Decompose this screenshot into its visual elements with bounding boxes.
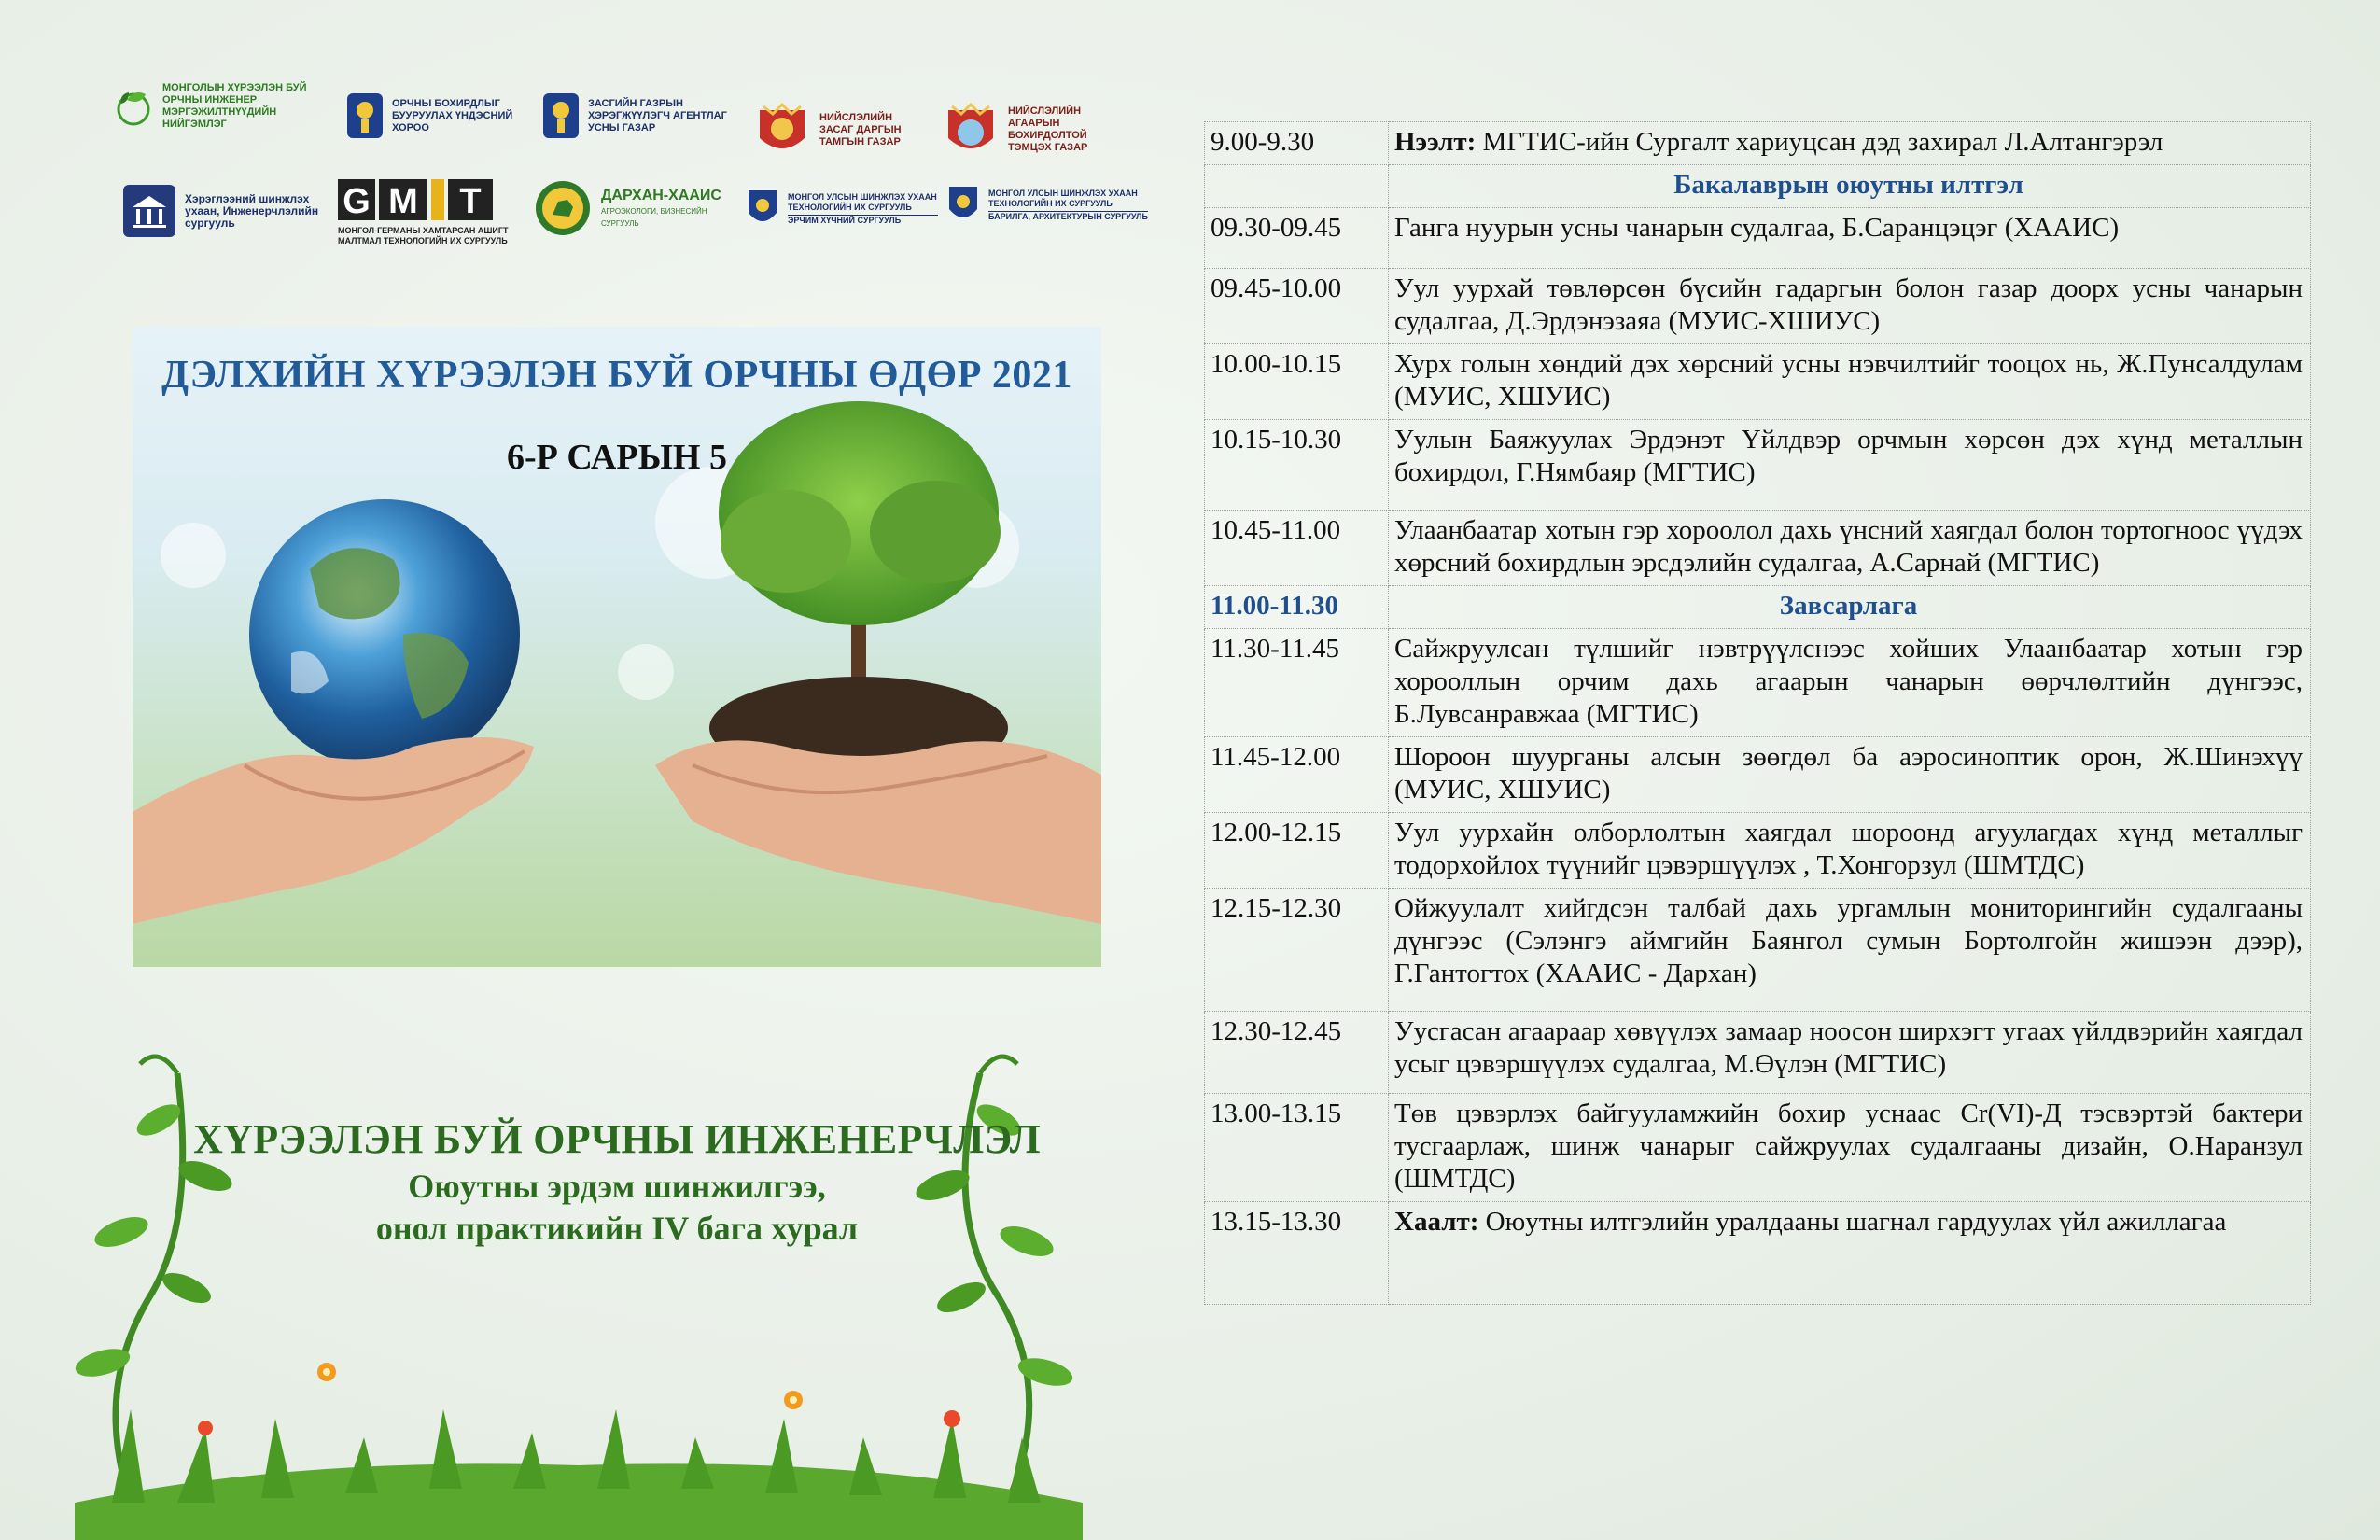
logo-gmit xyxy=(338,175,515,246)
logo-text: ЗАСГИЙН ГАЗРЫН ХЭРЭГЖҮҮЛЭГЧ АГЕНТЛАГ УСНЫ ГАЗАР xyxy=(588,97,727,133)
logo-text: МОНГОЛ-ГЕРМАНЫ ХАМТАРСАН АШИГТ МАЛТМАЛ ТЕХНОЛОГИЙН ИХ СУРГУУЛЬ xyxy=(338,226,509,245)
soyombo-emblem-icon xyxy=(347,93,383,138)
earth-day-poster xyxy=(133,327,1101,967)
description-cell: Уулын Баяжуулах Эрдэнэт Үйлдвэр орчмын хөрсөн дэх хүнд металлын бохирдол, Г.Нямбаяр (МГТИС) xyxy=(1389,420,2311,511)
schedule-row xyxy=(1205,344,2311,420)
logo-subtext: АГРОЭКОЛОГИ, БИЗНЕСИЙН СУРГУУЛЬ xyxy=(601,207,707,228)
logo-text: МОНГОЛ УЛСЫН ШИНЖЛЭХ УХААН ТЕХНОЛОГИЙН ИХ СУРГУУЛЬ xyxy=(988,189,1138,208)
shield-icon xyxy=(947,185,979,226)
logo-text: Хэрэглээний шинжлэх ухаан, Инженерчлэлийн сургууль xyxy=(185,191,319,230)
logo-engineers-association xyxy=(114,82,338,131)
description-cell: Уусгасан агаараар хөвүүлэх замаар ноосон ширхэгт угаах үйлдвэрийн хаягдал усыг цэвэршүүлэх судалгаа, М.Өүлэн (МГТИС) xyxy=(1389,1012,2311,1094)
description-cell: Улаанбаатар хотын гэр хороолол дахь үнсний хаягдал болон тортогноос үүдэх хөрсний бохирдлын эрсдэлийн судалгаа, А.Сарнай (МГТИС) xyxy=(1389,511,2311,586)
schedule-row xyxy=(1205,420,2311,511)
poster-date: 6-Р САРЫН 5 xyxy=(507,438,727,477)
description-cell: Уул уурхай төвлөрсөн бүсийн гадаргын болон газар доорх усны чанарын судалгаа, Д.Эрдэнэзаяа (МУИС-ХШИУС) xyxy=(1389,269,2311,344)
time-cell: 10.45-11.00 xyxy=(1205,511,1389,586)
time-cell: 12.15-12.30 xyxy=(1205,889,1389,1012)
section-title: Завсарлага xyxy=(1389,586,2311,629)
logo-text: НИЙСЛЭЛИЙН ЗАСАГ ДАРГЫН ТАМГЫН ГАЗАР xyxy=(819,111,902,147)
logo-text: ОРЧНЫ БОХИРДЛЫГ БУУРУУЛАХ ҮНДЭСНИЙ ХОРОО xyxy=(392,97,513,133)
logo-must-power xyxy=(747,189,938,230)
time-cell xyxy=(1205,165,1389,208)
logo-numy-school xyxy=(123,185,343,237)
description-cell: Төв цэвэрлэх байгууламжийн бохир уснаас Cr(VI)-Д тэсвэртэй бактери тусгаарлаж, шинж чанарыг сайжруулах судалгааны дизайн, О.Наранзул (ШМТДС) xyxy=(1389,1094,2311,1202)
time-cell: 13.00-13.15 xyxy=(1205,1094,1389,1202)
section-header-row xyxy=(1205,586,2311,629)
opening-text: МГТИС-ийн Сургалт хариуцсан дэд захирал Л.Алтангэрэл xyxy=(1476,127,2163,157)
opening-label: Нээлт: xyxy=(1394,127,1477,157)
city-emblem-icon xyxy=(754,101,810,159)
logo-environment-council xyxy=(347,93,534,138)
schedule-row xyxy=(1205,208,2311,269)
time-cell: 12.00-12.15 xyxy=(1205,813,1389,889)
svg-text:T: T xyxy=(459,182,482,221)
description-cell: Ойжуулалт хийгдсэн талбай дахь ургамлын мониторингийн судалгааны дүнгээс (Сэлэнгэ аймгийн Баянгол сумын Бортолгойн жишээн дээр), Г.Гантогтох (ХААИС - Дархан) xyxy=(1389,889,2311,1012)
time-cell: 10.00-10.15 xyxy=(1205,344,1389,420)
description-cell: Уул уурхайн олборлолтын хаягдал шороонд агуулагдах хүнд металлыг тодорхойлох түүнийг цэвэршүүлэх , Т.Хонгорзул (ШМТДС) xyxy=(1389,813,2311,889)
conference-subtitle: Оюутны эрдэм шинжилгээ, xyxy=(408,1168,826,1205)
logo-text: НИЙСЛЭЛИЙН АГААРЫН БОХИРДОЛТОЙ ТЭМЦЭХ ГАЗАР xyxy=(1008,105,1088,153)
conference-subtitle-2: онол практикийн IV бага хурал xyxy=(375,1210,859,1247)
schedule-row xyxy=(1205,737,2311,813)
description-cell: Хурх голын хөндий дэх хөрсний усны нэвчилтийг тооцох нь, Ж.Пунсалдулам (МУИС, ХШУИС) xyxy=(1389,344,2311,420)
schedule-row xyxy=(1205,1202,2311,1305)
time-cell: 11.45-12.00 xyxy=(1205,737,1389,813)
conference-title: ХҮРЭЭЛЭН БУЙ ОРЧНЫ ИНЖЕНЕРЧЛЭЛ xyxy=(193,1116,1041,1162)
schedule-row xyxy=(1205,1012,2311,1094)
logo-text: ДАРХАН-ХААИС xyxy=(601,188,721,203)
time-cell: 12.30-12.45 xyxy=(1205,1012,1389,1094)
time-cell: 09.30-09.45 xyxy=(1205,208,1389,269)
university-icon xyxy=(123,185,175,237)
time-cell: 11.30-11.45 xyxy=(1205,629,1389,737)
schedule-row xyxy=(1205,629,2311,737)
logo-must-arch xyxy=(947,185,1148,226)
leaf-icon xyxy=(114,87,153,126)
logo-water-agency xyxy=(543,93,730,138)
grass-vines-decoration xyxy=(19,1017,1120,1540)
gmit-logo xyxy=(338,175,495,224)
schedule-row xyxy=(1205,269,2311,344)
schedule-row xyxy=(1205,1094,2311,1202)
description-cell: Сайжруулсан түлшийг нэвтрүүлснээс хойших Улаанбаатар хотын гэр хорооллын орчим дахь агаарын чанарын өөрчлөлтийн дүнгээс, Б.Лувсанравжаа (МГТИС) xyxy=(1389,629,2311,737)
closing-label: Хаалт: xyxy=(1394,1207,1479,1237)
description-cell xyxy=(1389,122,2311,165)
logo-subtext: БАРИЛГА, АРХИТЕКТУРЫН СУРГУУЛЬ xyxy=(988,212,1148,221)
svg-text:M: M xyxy=(388,182,418,221)
poster-title: ДЭЛХИЙН ХҮРЭЭЛЭН БУЙ ОРЧНЫ ӨДӨР 2021 xyxy=(161,354,1072,397)
schedule-table xyxy=(1204,121,2311,1305)
city-emblem-icon xyxy=(943,101,999,159)
logo-air-pollution xyxy=(943,101,1111,159)
logo-text: МОНГОЛЫН ХҮРЭЭЛЭН БУЙ ОРЧНЫ ИНЖЕНЕР МЭРГЭЖИЛТНҮҮДИЙН НИЙГЭМЛЭГ xyxy=(162,82,307,130)
logo-city-governor xyxy=(754,101,922,159)
section-title: Бакалаврын оюутны илтгэл xyxy=(1389,165,2311,208)
schedule-row xyxy=(1205,813,2311,889)
earth-in-hands-illustration xyxy=(133,327,1101,967)
description-cell: Ганга нуурын усны чанарын судалгаа, Б.Саранцэцэг (ХААИС) xyxy=(1389,208,2311,269)
soyombo-emblem-icon xyxy=(543,93,579,138)
description-cell xyxy=(1389,1202,2311,1305)
logo-subtext: ЭРЧИМ ХҮЧНИЙ СУРГУУЛЬ xyxy=(788,215,938,226)
time-cell: 11.00-11.30 xyxy=(1205,586,1389,629)
schedule-row xyxy=(1205,511,2311,586)
svg-text:G: G xyxy=(343,182,371,221)
time-cell: 10.15-10.30 xyxy=(1205,420,1389,511)
schedule-row xyxy=(1205,889,2311,1012)
time-cell: 09.45-10.00 xyxy=(1205,269,1389,344)
logo-darkhan xyxy=(534,179,735,237)
shield-icon xyxy=(747,189,778,230)
section-header-row xyxy=(1205,165,2311,208)
closing-text: Оюутны илтгэлийн уралдааны шагнал гардуулах үйл ажиллагаа xyxy=(1478,1207,2227,1237)
logo-text: МОНГОЛ УЛСЫН ШИНЖЛЭХ УХААН ТЕХНОЛОГИЙН ИХ СУРГУУЛЬ xyxy=(788,192,937,212)
horse-emblem-icon xyxy=(534,179,592,237)
description-cell: Шороон шуурганы алсын зөөгдөл ба аэросиноптик орон, Ж.Шинэхүү (МУИС, ХШУИС) xyxy=(1389,737,2311,813)
schedule-row xyxy=(1205,122,2311,165)
time-cell: 13.15-13.30 xyxy=(1205,1202,1389,1305)
time-cell: 9.00-9.30 xyxy=(1205,122,1389,165)
